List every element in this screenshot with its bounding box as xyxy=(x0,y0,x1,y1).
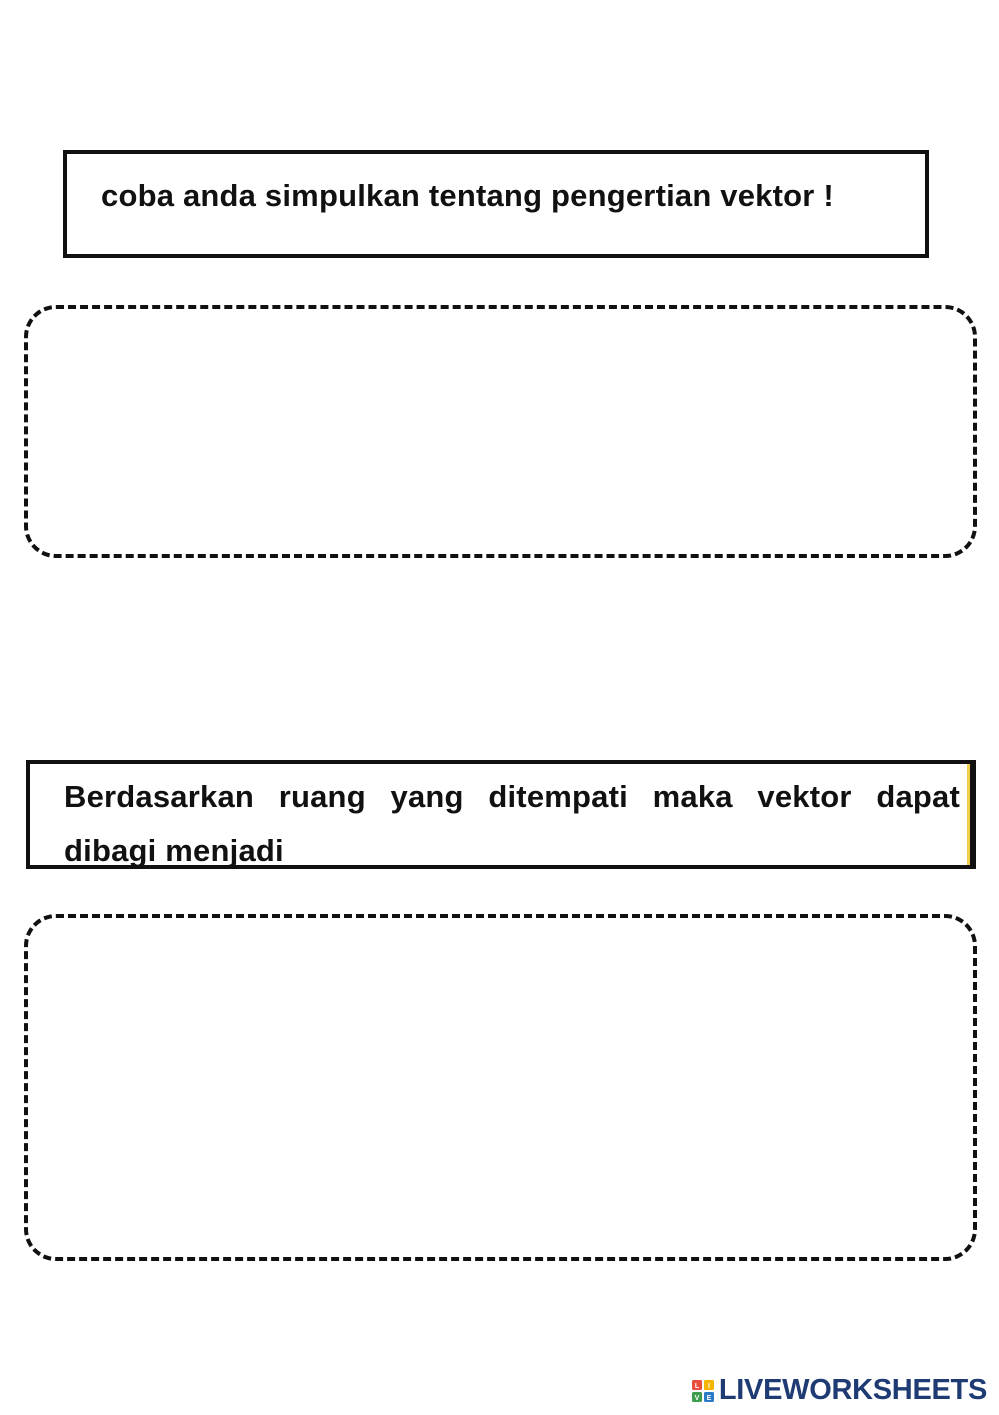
svg-text:I: I xyxy=(707,1382,710,1390)
liveworksheets-logo-icon xyxy=(691,1379,715,1403)
answer-2-field[interactable] xyxy=(24,914,977,1261)
svg-text:V: V xyxy=(694,1394,700,1402)
question-2-box xyxy=(26,760,976,869)
question-2-text: Berdasarkan ruang yang ditempati maka vektor dapat dibagi menjadi xyxy=(64,779,960,868)
answer-1-field[interactable] xyxy=(24,305,977,558)
liveworksheets-brand xyxy=(691,1374,987,1407)
question-1-box xyxy=(63,150,929,258)
svg-text:E: E xyxy=(706,1394,712,1402)
svg-text:L: L xyxy=(694,1382,700,1390)
question-1-text: coba anda simpulkan tentang pengertian vektor ! xyxy=(101,178,834,213)
liveworksheets-wordmark: LIVEWORKSHEETS xyxy=(718,1374,987,1406)
